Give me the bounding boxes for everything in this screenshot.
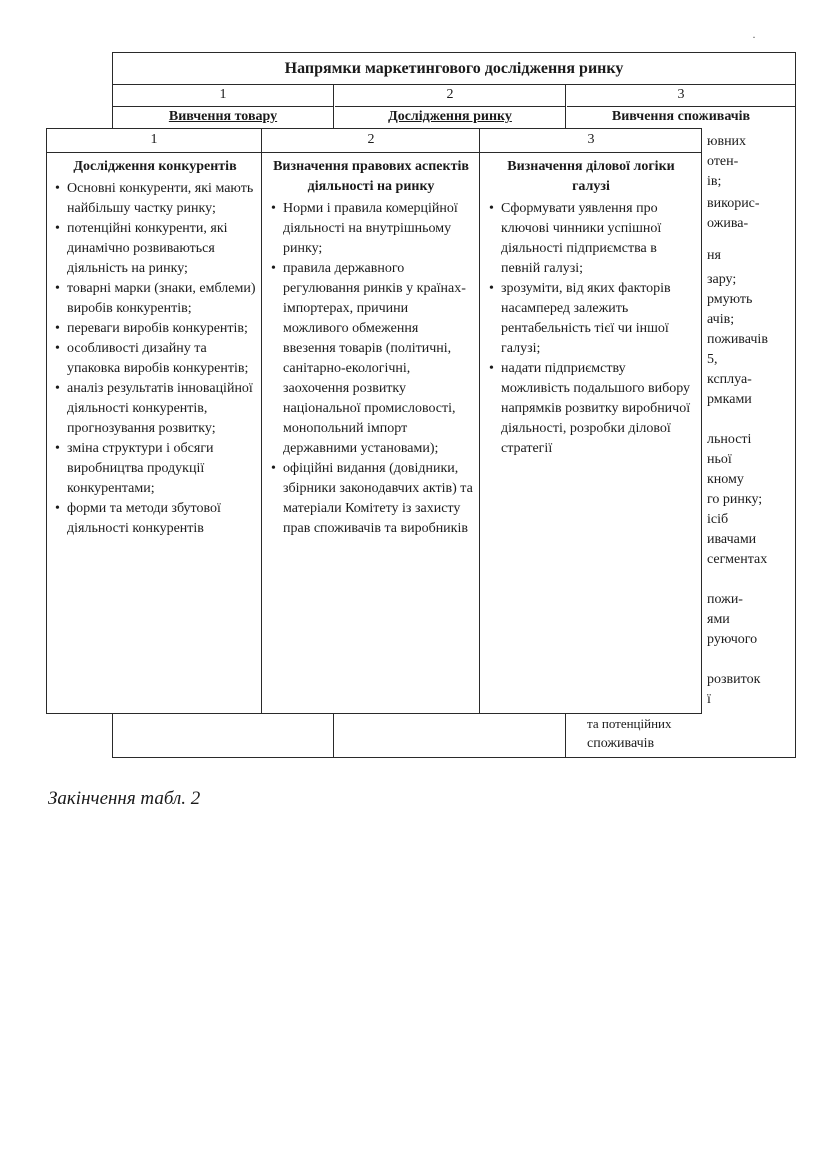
list-item: • правила державного регулювання ринків у країнах-імпортерах, причини можливого обмеження ввезення товарів (політичні, санітарно-екологічні, заохочення розвитку національної промисловості, монопольний імпорт державними установами); [269, 259, 473, 459]
back-fragment: пожи- [707, 592, 743, 607]
list-item: • зміна структури і обсяги виробництва продукції конкурентами; [53, 439, 257, 499]
back-col-number-3: 3 [567, 85, 795, 107]
back-table-title: Напрямки маркетингового дослідження ринку [113, 53, 795, 85]
back-fragment: ксплуа- [707, 372, 752, 387]
bullet-list [53, 179, 257, 539]
front-number-row [47, 129, 701, 153]
back-header-2: Дослідження ринку [388, 109, 512, 124]
back-fragment: го ринку; [707, 492, 763, 507]
column-title: Дослідження конкурентів [73, 159, 237, 174]
back-fragment: 5, [707, 352, 718, 367]
back-fragment: льності [707, 432, 752, 447]
back-fragment: ісіб [707, 512, 729, 527]
back-fragment: ювних [707, 134, 747, 149]
front-col-number-2: 2 [367, 132, 375, 147]
column-competitors [53, 157, 257, 539]
back-header-1: Вивчення товару [168, 109, 278, 124]
back-fragment: кному [707, 472, 744, 487]
column-legal-aspects [269, 157, 473, 539]
list-item: • переваги виробів конкурентів; [53, 319, 257, 339]
column-title: Визначення ділової логіки галузі [507, 159, 675, 194]
back-fragment: ї [707, 692, 711, 707]
back-fragment: викорис- [707, 196, 760, 211]
bullet-list [269, 199, 473, 539]
bullet-list [487, 199, 695, 459]
list-item: • форми та методи збутової діяльності конкурентів [53, 499, 257, 539]
list-item: • Сформувати уявлення про ключові чинники успішної діяльності підприємства в певній галузі; [487, 199, 695, 279]
back-fragment: ачів; [707, 312, 735, 327]
list-item: • надати підприємству можливість подальшого вибору напрямків розвитку виробничої діяльності, розробки ділової стратегії [487, 359, 695, 459]
back-fragment: ожива- [707, 216, 749, 231]
front-divider-2 [479, 129, 480, 713]
back-col-number-2: 2 [335, 85, 565, 107]
back-fragment: ньої [707, 452, 732, 467]
list-item: • особливості дизайну та упаковка виробів конкурентів; [53, 339, 257, 379]
list-item: • офіційні видання (довідники, збірники законодавчих актів) та матеріали Комітету із захисту прав споживачів та виробників [269, 459, 473, 539]
list-item: • потенційні конкуренти, які динамічно розвиваються діяльність на ринку; [53, 219, 257, 279]
list-item: • аналіз результатів інноваційної діяльності конкурентів, прогнозування розвитку; [53, 379, 257, 439]
back-header-3: Вивчення споживачів [611, 109, 751, 124]
back-fragment: сегментах [707, 552, 768, 567]
back-fragment: розвиток [707, 672, 761, 687]
list-item: • зрозуміти, від яких факторів насамперед залежить рентабельність тієї чи іншої галузі; [487, 279, 695, 359]
list-item: • Норми і правила комерційної діяльності на внутрішньому ринку; [269, 199, 473, 259]
list-item: • товарні марки (знаки, емблеми) виробів конкурентів; [53, 279, 257, 319]
back-bottom-fragment: та потенційних [587, 716, 672, 731]
column-business-logic [487, 157, 695, 459]
back-bottom-fragment: споживачів [587, 736, 655, 751]
front-table [46, 128, 702, 714]
back-fragment: рмують [707, 292, 753, 307]
back-fragment: отен- [707, 154, 739, 169]
back-fragment: ів; [707, 174, 722, 189]
back-fragment: ивачами [707, 532, 757, 547]
front-divider-1 [261, 129, 262, 713]
table-caption: Закінчення табл. 2 [48, 788, 201, 809]
back-fragment: ями [707, 612, 730, 627]
front-col-number-3: 3 [587, 132, 595, 147]
back-fragment: рмками [707, 392, 752, 407]
scan-speck: · [752, 30, 756, 44]
back-fragment: руючого [707, 632, 758, 647]
back-fragment: поживачів [707, 332, 768, 347]
column-title: Визначення правових аспектів діяльності на ринку [273, 159, 469, 194]
back-fragment: ня [707, 248, 721, 263]
back-col-number-1: 1 [113, 85, 333, 107]
front-col-number-1: 1 [150, 132, 158, 147]
list-item: • Основні конкуренти, які мають найбільшу частку ринку; [53, 179, 257, 219]
back-fragment: зару; [707, 272, 737, 287]
